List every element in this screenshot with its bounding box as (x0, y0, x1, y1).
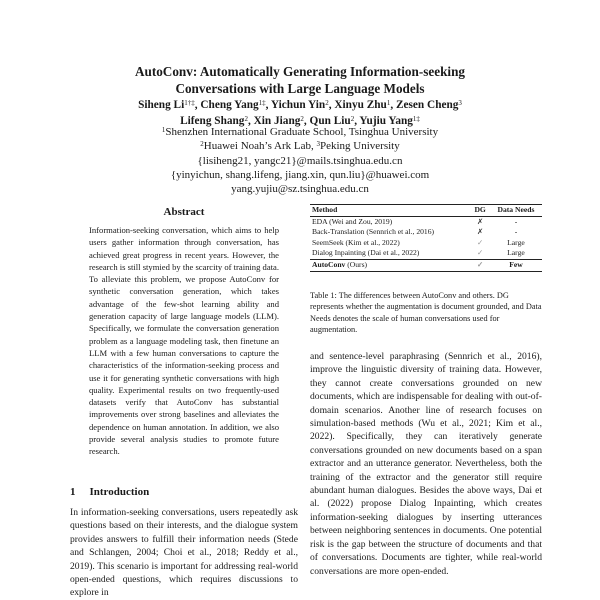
table-cell-dg: ✗ (476, 227, 484, 237)
table-header: Method (310, 205, 470, 217)
table-cell-method: Back-Translation (Sennrich et al., 2016) (312, 227, 435, 237)
table-cell-dg: ✓ (476, 237, 484, 247)
author-sup: 3 (458, 99, 462, 107)
author-sup: 1 (386, 99, 391, 107)
author-name: Yujiu Yang (359, 115, 413, 127)
author-name: Cheng Yang (200, 99, 259, 111)
affiliation-line: $^2$Huawei Noah’s Ark Lab, $^3$Peking University (200, 140, 400, 153)
abstract-heading: Abstract (163, 206, 205, 218)
author-line-1: Siheng $Li^{1\dagger\ddagger}$, Cheng Yang$^{1\ddagger}$, Yichun Yin$^2$, Xinyu Zhu$^1$, Zesen Cheng$^3$ (138, 99, 462, 111)
table-row (310, 216, 542, 227)
author-sup: 2 (325, 99, 329, 107)
table-row (310, 248, 542, 259)
table-row (310, 227, 542, 238)
introduction-body (70, 506, 298, 600)
author-sup: 2 (244, 115, 248, 123)
table-cell-needs: - (514, 216, 518, 226)
section-title: Introduction (89, 486, 150, 498)
table-caption: Table 1: The differences between AutoConv and others. DG represents whether the augmentation is document grounded, and Data Needs denotes the scale of human conversations used for augmentation. (310, 291, 542, 335)
title-line-2: Conversations with Large Language Models (175, 81, 425, 96)
paper-title (0, 63, 600, 97)
table-cell-needs: Few (490, 259, 542, 271)
author-name: Qun Liu (309, 115, 351, 127)
section-heading-introduction (70, 486, 149, 498)
author-sup: 2 (300, 115, 304, 123)
author-name: Lifeng Shang (180, 115, 245, 127)
table-cell-method: SeemSeek (Kim et al., 2022) (312, 237, 400, 247)
abstract-body (89, 224, 279, 458)
table-cell-dg: ✗ (476, 216, 484, 226)
table-cell-method: EDA (Wei and Zou, 2019) (312, 216, 393, 226)
email-line: {yinyichun, shang.lifeng, jiang.xin, qun.liu}@huawei.com (170, 168, 430, 181)
table-header: Data Needs (490, 205, 542, 217)
table-cell-dg: ✓ (476, 248, 484, 258)
email-line: {lisiheng21, yangc21}@mails.tsinghua.edu.cn (197, 154, 403, 167)
abstract-text: Information-seeking conversation, which aims to help users gather information through conversation, has achieved great progress in recent years. However, the research is still stymied by the scarcity of training data. To alleviate this problem, we propose AutoConv for synthetic conversation generation, which takes advantage of the few-shot learning ability and generation capacity of large language models (LLM). Specifically, we formulate the conversation generation problem as a language modeling task, then finetune an LLM with a few human conversations to capture the characteristics of the information-seeking process and use it for generating synthetic conversations with high quality. Experimental results on two frequently-used datasets verify that AutoConv has substantial improvements over strong baselines and alleviates the dependence on human annotation. In addition, we also provide several analysis studies to promote future research. (89, 225, 279, 457)
author-sup: 1†‡ (184, 99, 195, 107)
table-cell-method: Dialog Inpainting (Dai et al., 2022) (312, 248, 420, 258)
comparison-table (310, 204, 542, 272)
affiliation-line: $^1$Shenzhen International Graduate School, Tsinghua University (161, 126, 439, 138)
table-cell-needs: Large (507, 237, 525, 247)
section-number: 1 (70, 486, 76, 498)
table-header-row (310, 205, 542, 217)
table-cell-dg: ✓ (470, 259, 490, 271)
title-line-1: AutoConv: Automatically Generating Information-seeking (134, 64, 466, 79)
affiliations (0, 125, 600, 196)
table-cell-needs: Large (507, 248, 525, 258)
author-name: Xin Jiang (253, 115, 301, 127)
author-name: Yichun Yin (270, 99, 326, 111)
author-sup: 2 (350, 115, 355, 123)
author-line-2: Lifeng Shang$^2$, Xin Jiang$^2$, Qun Liu$^2$, Yujiu Yang$^{1\ddagger}$ (180, 115, 420, 127)
author-sup: 1‡ (258, 99, 266, 107)
table-header: DG (470, 205, 490, 217)
email-line: yang.yujiu@sz.tsinghua.edu.cn (231, 183, 369, 196)
table-row (310, 238, 542, 249)
right-column-text: and sentence-level paraphrasing (Sennrich et al., 2016), improve the linguistic diversity of training data. However, they cannot create conversations grounded on new documents, which are indispensable for dealing with out-of-domain scenarios. Another line of research focuses on simulation-based methods (Wu et al., 2021; Kim et al., 2022). Specifically, they can iteratively generate conversations grounded on new documents based on a span extractor and an utterance generator. Nevertheless, both the training of the extractor and the generator still require abundant human dialogues. Besides the above ways, Dai et al. (2022) propose Dialog Inpainting, which creates information-seeking dialogues by inserting utterances between neighboring sentences in documents. One potential risk is the gap between the structure of documents and that of conversations. Documents are tighter, while real-world conversations are more open-ended. (310, 351, 542, 577)
table-cell-needs: - (514, 227, 518, 237)
table-row-ours (310, 259, 542, 271)
author-sup: 1‡ (412, 115, 420, 123)
table-cell-method: AutoConv (Ours) (310, 259, 470, 271)
right-column-body (310, 350, 542, 578)
author-name: Siheng Li (138, 99, 185, 111)
author-name: Xinyu Zhu (334, 99, 387, 111)
author-name: Zesen Cheng (395, 99, 459, 111)
introduction-text: In information-seeking conversations, users repeatedly ask questions based on their interests, and the dialogue system provides answers to fulfill their information needs (Stede and Schlangen, 2004; Choi et al., 2018; Reddy et al., 2019). This scenario is important for addressing real-world open-ended questions, which requires discussions to explore in (70, 507, 298, 599)
